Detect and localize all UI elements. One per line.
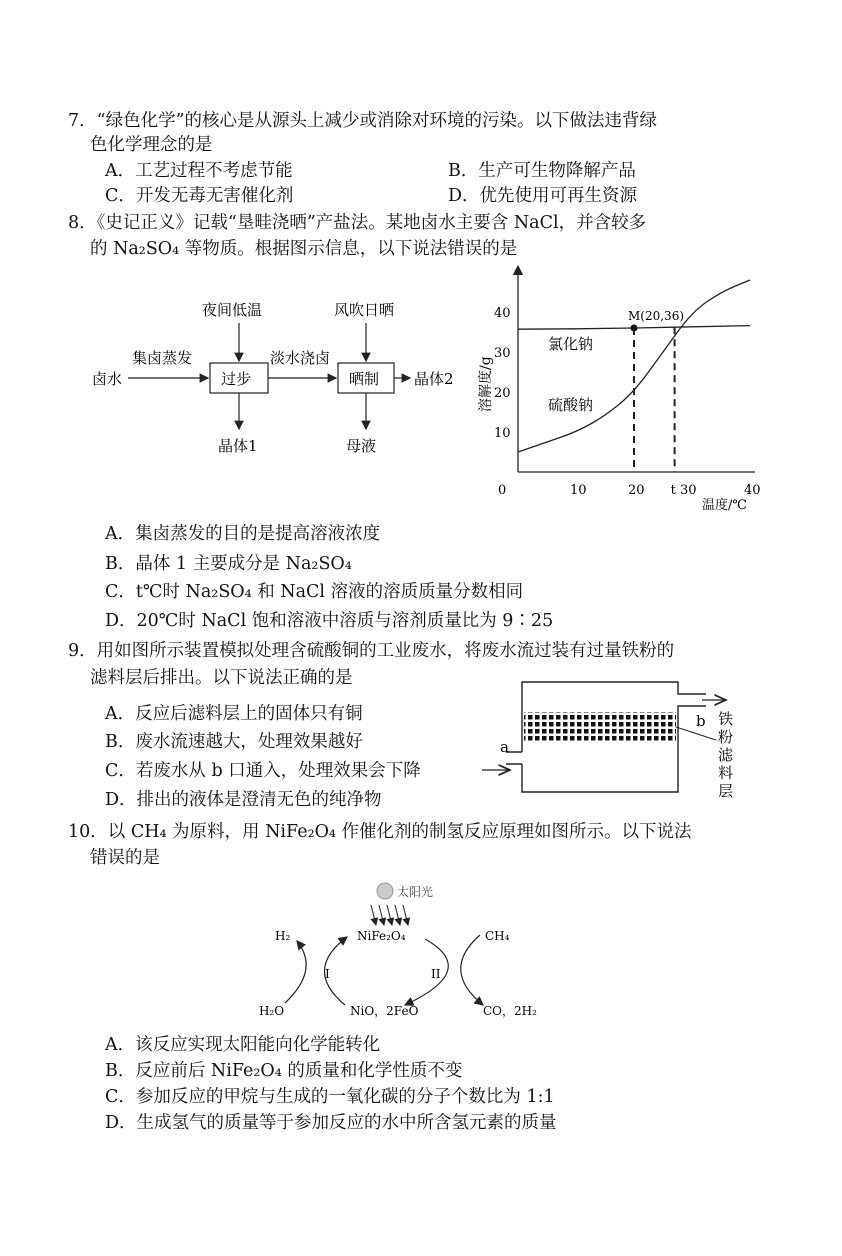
products-label: CO，2H₂ [483,1004,537,1018]
q7-option-a: A．工艺过程不考虑节能 [105,161,293,181]
y-tick-label: 40 [494,306,511,321]
q9-filter-apparatus [478,672,758,812]
x-tick-label: 40 [744,483,761,498]
q9-stem-line1: 9．用如图所示装置模拟处理含硫酸铜的工业废水，将废水流过装有过量铁粉的 [68,641,675,661]
q8-stem-line1: 8．《史记正义》记载“垦畦浇晒”产盐法。某地卤水主要含 NaCl，并含较多 [68,213,647,233]
step1-label: I [325,967,330,981]
flow-brine-label: 卤水 [92,370,123,388]
filter-label-1: 铁 [718,710,734,728]
flow-wind-label: 风吹日晒 [334,301,395,319]
flow-crystal2-label: 晶体2 [414,370,454,388]
h2-label: H₂ [275,929,291,943]
sun-icon [377,883,393,899]
q8-option-b: B．晶体 1 主要成分是 Na₂SO₄ [105,554,352,574]
series-label-nacl: 氯化钠 [548,335,594,353]
q7-option-d: D．优先使用可再生资源 [448,186,638,206]
q8-option-c: C．t℃时 Na₂SO₄ 和 NaCl 溶液的溶质质量分数相同 [105,582,524,602]
filter-layer [524,712,676,742]
series-label-na2so4: 硫酸钠 [548,396,594,414]
q7-option-c: C．开发无毒无害催化剂 [105,186,294,206]
catalyst-label: NiFe₂O₄ [357,929,406,943]
x-tick-label: 0 [498,483,507,498]
inlet-a-label: a [500,738,509,756]
flow-leach-label: 淡水浇卤 [270,349,331,367]
q8-flow-diagram [90,285,470,465]
mid-label: NiO，2FeO [350,1004,419,1018]
q8-option-d: D．20℃时 NaCl 饱和溶液中溶质与溶剂质量比为 9∶25 [105,611,554,631]
q10-option-a: A．该反应实现太阳能向化学能转化 [105,1035,381,1055]
flow-filter-label: 过步 [221,370,252,388]
flow-mother-label: 母液 [346,437,377,455]
x-tick-label: 10 [570,483,587,498]
q10-cycle-diagram [255,875,575,1025]
filter-label-3: 滤 [718,746,734,764]
q10-stem-line2: 错误的是 [90,848,160,868]
point-m-label: M(20,36) [628,309,685,323]
filter-label-2: 粉 [718,728,734,746]
x-tick-label: t 30 [670,483,697,498]
q7-stem-line1: 7．“绿色化学”的核心是从源头上减少或消除对环境的污染。以下做法违背绿 [68,111,658,131]
q8-option-a: A．集卤蒸发的目的是提高溶液浓度 [105,524,381,544]
y-tick-label: 20 [494,386,511,401]
q8-stem-line2: 的 Na₂SO₄ 等物质。根据图示信息，以下说法错误的是 [90,239,518,259]
q9-option-b: B．废水流速越大，处理效果越好 [105,732,363,752]
flow-crystal1-label: 晶体1 [218,437,258,455]
q9-stem-line2: 滤料层后排出。以下说法正确的是 [90,668,353,688]
y-axis-label: 溶解度/g [478,356,494,412]
q7-stem-line2: 色化学理念的是 [90,135,213,155]
flow-evap-label: 集卤蒸发 [132,349,193,367]
h2o-label: H₂O [259,1004,285,1018]
ch4-label: CH₄ [485,929,510,943]
filter-label-5: 层 [718,782,734,800]
q9-option-c: C．若废水从 b 口通入，处理效果会下降 [105,761,421,781]
step2-label: II [431,967,441,981]
inlet-b-label: b [696,712,706,730]
x-tick-label: 20 [628,483,645,498]
flow-night-label: 夜间低温 [202,301,263,319]
point-m [631,325,638,332]
q10-option-d: D．生成氢气的质量等于参加反应的水中所含氢元素的质量 [105,1113,557,1133]
solubility-chart [470,262,770,517]
q10-option-c: C．参加反应的甲烷与生成的一氧化碳的分子个数比为 1:1 [105,1087,555,1107]
y-tick-label: 30 [494,346,511,361]
y-tick-label: 10 [494,426,511,441]
flow-dry-label: 晒制 [349,370,380,388]
q10-option-b: B．反应前后 NiFe₂O₄ 的质量和化学性质不变 [105,1061,463,1081]
q7-option-b: B．生产可生物降解产品 [448,161,636,181]
x-axis-label: 温度/℃ [702,498,747,513]
q9-option-d: D．排出的液体是澄清无色的纯净物 [105,790,382,810]
filter-label-4: 料 [718,764,734,782]
q9-option-a: A．反应后滤料层上的固体只有铜 [105,704,363,724]
q10-stem-line1: 10．以 CH₄ 为原料，用 NiFe₂O₄ 作催化剂的制氢反应原理如图所示。以下说法 [68,822,692,842]
sun-label: 太阳光 [397,885,434,899]
